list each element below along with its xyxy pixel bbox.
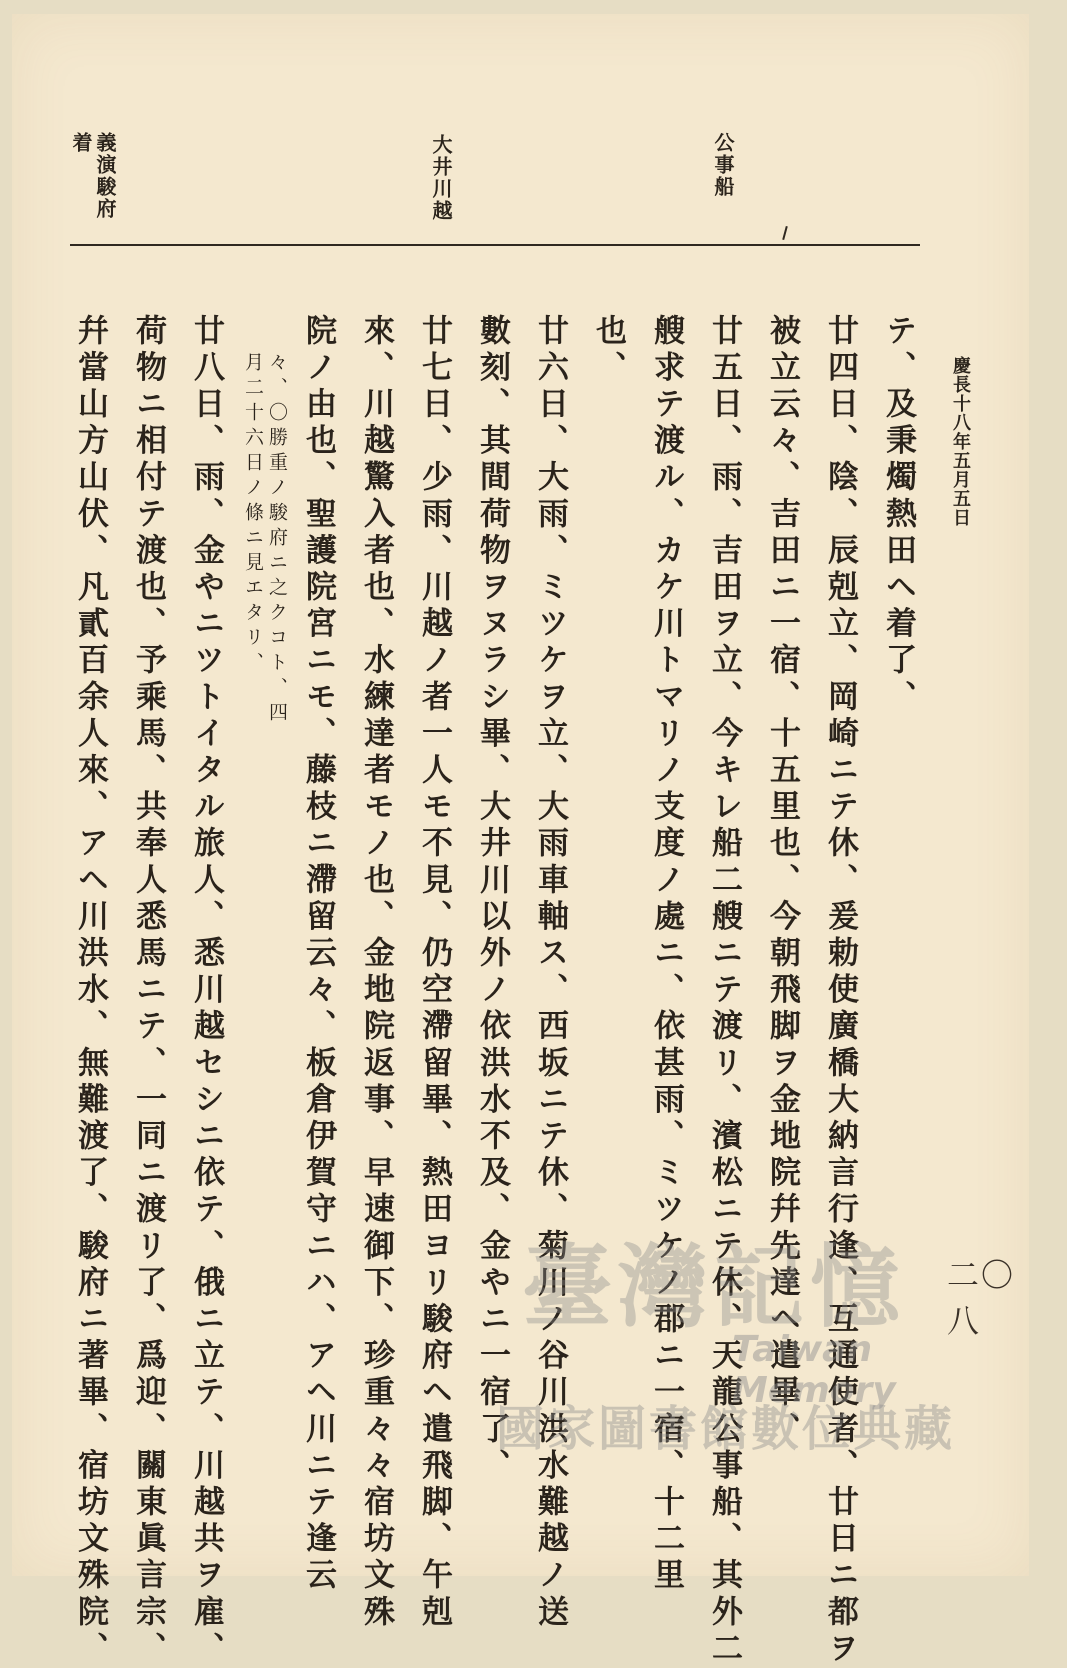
watermark-chinese: 國家圖書館數位典藏: [496, 1401, 956, 1457]
body-column: 廿四日、陰、辰剋立、岡崎ニテ休、爰勅使廣橋大納言行逢、互通使者、廿日ニ都ヲ: [822, 314, 858, 1668]
page-number: 二〇八: [947, 1256, 1016, 1340]
body-column: 被立云々、吉田ニ一宿、十五里也、今朝飛脚ヲ金地院幷先達ヘ遣畢、: [764, 314, 800, 1449]
margin-note-oigawa: 大井川越: [429, 134, 453, 222]
watermark-logo: 臺灣記憶: [522, 1234, 906, 1340]
annotation-note-line1: 々、〇勝重ノ駿府ニ之クコト、四: [266, 352, 288, 727]
document-page: [12, 14, 1029, 1668]
body-column: 數刻、其間荷物ヲヌラシ畢、大井川以外ノ依洪水不及、金やニ一宿了、: [474, 314, 510, 1486]
margin-note-gien-line1: 義演駿府: [93, 132, 117, 220]
body-column: 院ノ由也、聖護院宮ニモ、藤枝ニ滯留云々、板倉伊賀守ニハ、アヘ川ニテ逢云: [300, 314, 336, 1595]
margin-tick-mark: [782, 226, 788, 240]
body-column: 也、: [590, 314, 626, 388]
body-column: 廿五日、雨、吉田ヲ立、今キレ船二艘ニテ渡リ、濱松ニテ休、天龍公事船、其外二: [706, 314, 742, 1668]
body-column: 幷當山方山伏、凡貳百余人來、アヘ川洪水、無難渡了、駿府ニ著畢、宿坊文殊院、: [72, 314, 108, 1668]
header-rule: [70, 244, 920, 246]
margin-note-gien-line2: 着: [69, 132, 93, 154]
body-column: 荷物ニ相付テ渡也、予乘馬、共奉人悉馬ニテ、一同ニ渡リ了、爲迎、關東眞言宗、: [130, 314, 166, 1668]
body-column: 來、川越驚入者也、水練達者モノ也、金地院返事、早速御下、珍重々々宿坊文殊: [358, 314, 394, 1632]
annotation-note-line2: 月二十六日ノ條ニ見エタリ、: [242, 352, 264, 677]
body-column: 廿六日、大雨、ミツケヲ立、大雨車軸ス、西坂ニテ休、菊川ノ谷川洪水難越ノ送: [532, 314, 568, 1632]
body-column: テ、及秉燭熱田ヘ着了、: [880, 314, 916, 717]
body-column: 廿七日、少雨、川越ノ者一人モ不見、仍空滯留畢、熱田ヨリ駿府ヘ遣飛脚、午剋: [416, 314, 452, 1632]
margin-note-kujibune: 公事船: [711, 132, 735, 198]
header-date: 慶長十八年五月五日: [950, 356, 971, 527]
body-column: 廿八日、雨、金やニツトイタル旅人、悉川越セシニ依テ、俄ニ立テ、川越共ヲ雇、: [188, 314, 224, 1668]
body-column: 艘求テ渡ル、カケ川トマリノ支度ノ處ニ、依甚雨、ミツケノ郡ニ一宿、十二里: [648, 314, 684, 1595]
watermark-english: Taiwan Memory: [732, 1329, 896, 1411]
